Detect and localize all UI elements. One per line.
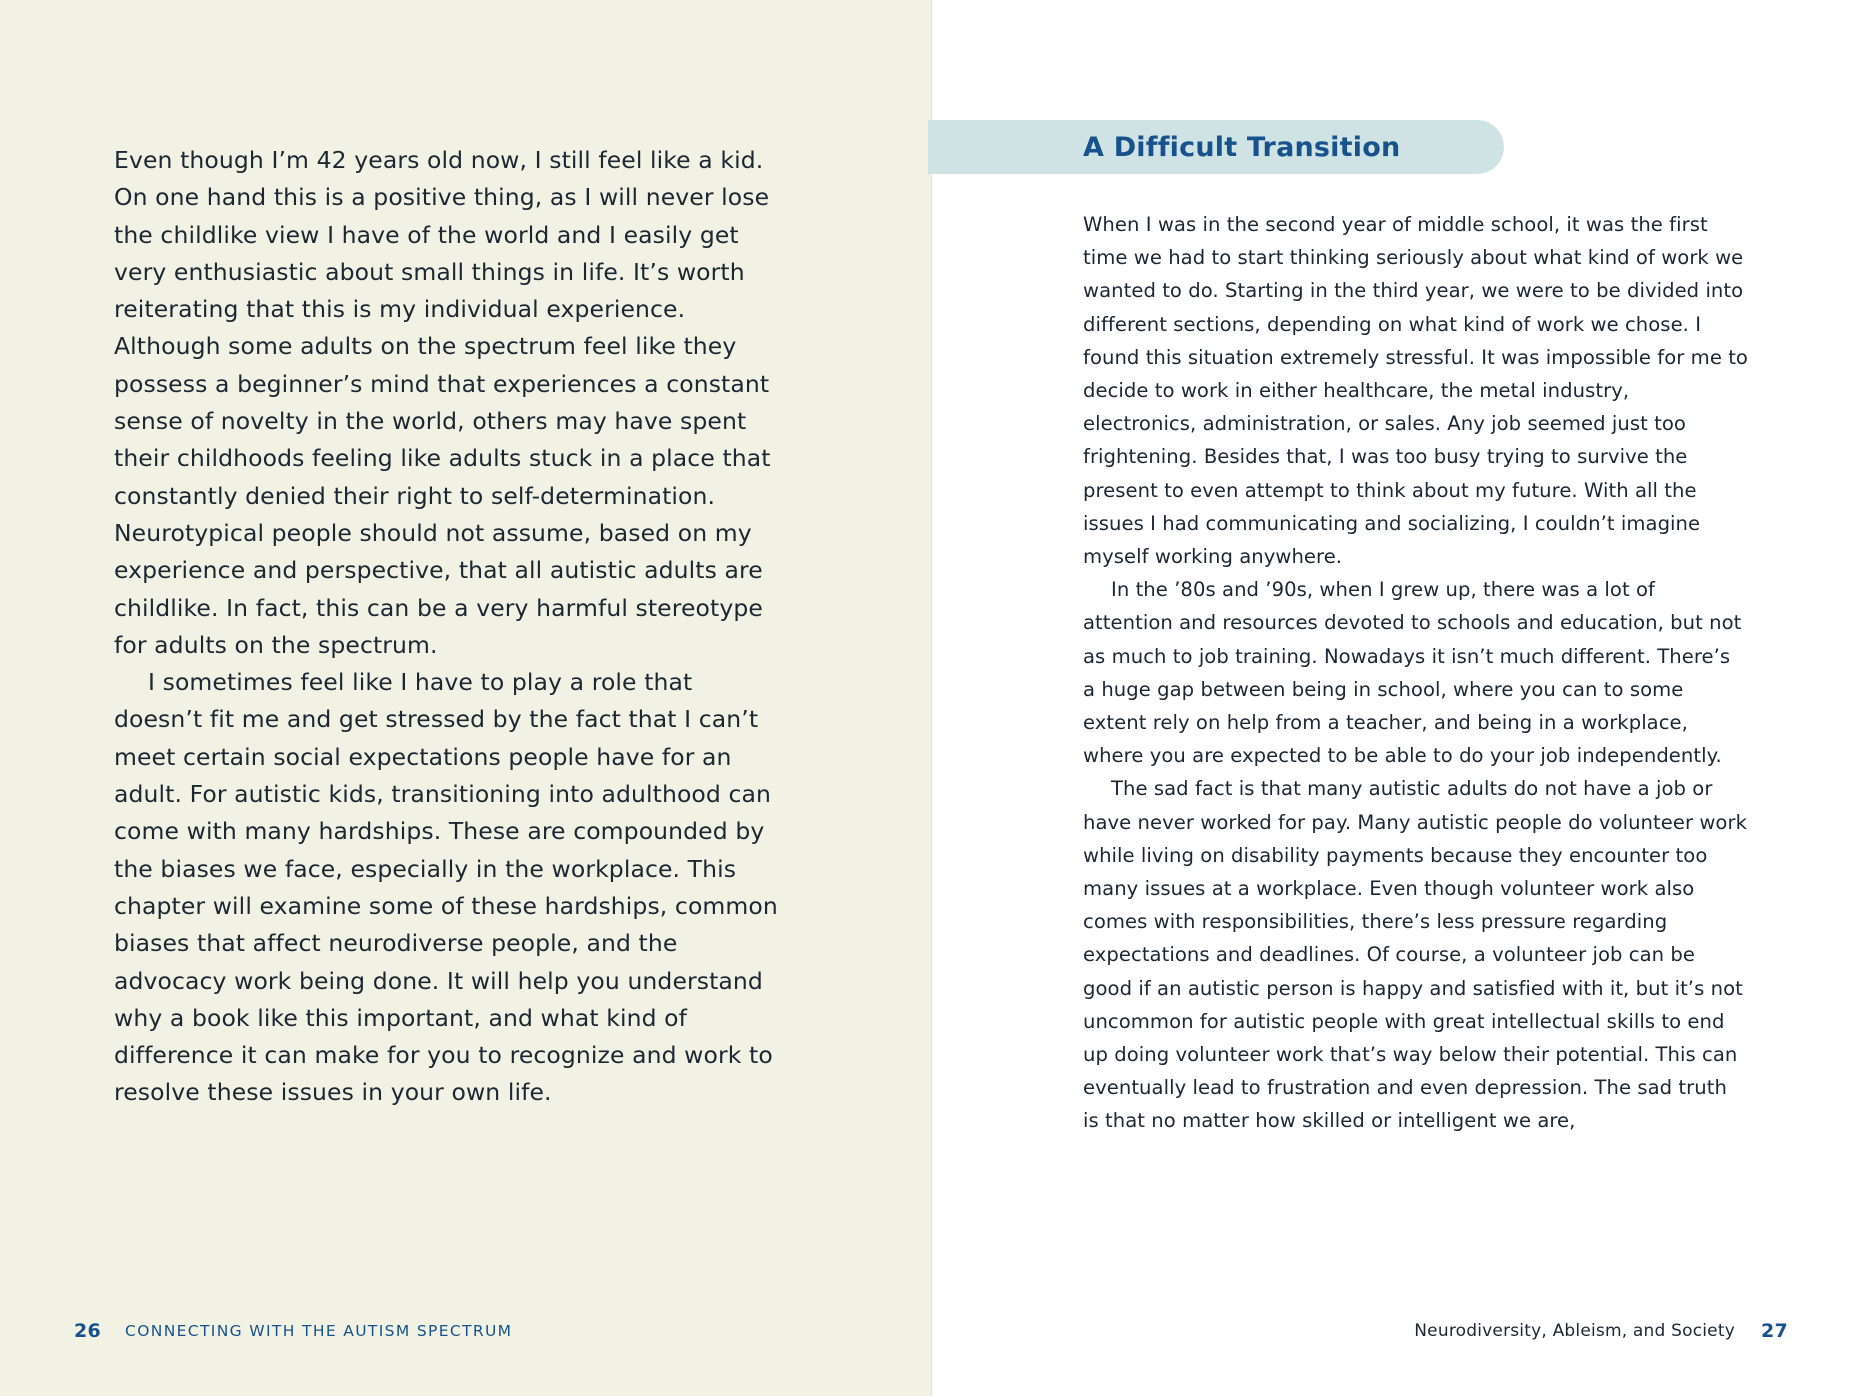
page-gutter-divider <box>931 0 932 1396</box>
section-heading-text: A Difficult Transition <box>1083 132 1401 163</box>
paragraph: When I was in the second year of middle school, it was the first time we had to start thinking seriously about what kind of work we wanted to do. Starting in the third year, we were to be divided into different sections, depending on what kind of work we chose. I found this situation extremely stressful. It was impossible for me to decide to work in either healthcare, the metal industry, electronics, administration, or sales. Any job seemed just too frightening. Besides that, I was too busy trying to survive the present to even attempt to think about my future. With all the issues I had communicating and socializing, I couldn’t imagine myself working anywhere. <box>1083 213 1748 569</box>
running-head: Neurodiversity, Ableism, and Society <box>1414 1321 1735 1341</box>
left-page-body <box>114 142 778 1112</box>
right-page-body <box>1083 208 1748 1138</box>
paragraph: I sometimes feel like I have to play a role that doesn’t fit me and get stressed by the fact that I can’t meet certain social expectations people have for an adult. For autistic kids, transitioning into adulthood can come with many hardships. These are compounded by the biases we face, especially in the workplace. This chapter will examine some of these hardships, common biases that affect neurodiverse people, and the advocacy work being done. It will help you understand why a book like this important, and what kind of difference it can make for you to recognize and work to resolve these issues in your own life. <box>114 668 778 1107</box>
paragraph: Even though I’m 42 years old now, I still feel like a kid. On one hand this is a positive thing, as I will never lose the childlike view I have of the world and I easily get very enthusiastic about small things in life. It’s worth reiterating that this is my individual experience. Although some adults on the spectrum feel like they possess a beginner’s mind that experiences a constant sense of novelty in the world, others may have spent their childhoods feeling like adults stuck in a place that constantly denied their right to self-determination. Neurotypical people should not assume, based on my experience and perspective, that all autistic adults are childlike. In fact, this can be a very harmful stereotype for adults on the spectrum. <box>114 146 771 659</box>
running-head: CONNECTING WITH THE AUTISM SPECTRUM <box>125 1322 513 1340</box>
page-number: 26 <box>74 1320 102 1342</box>
right-page-footer <box>1414 1320 1788 1342</box>
page-number: 27 <box>1760 1320 1788 1342</box>
left-page-footer <box>74 1320 512 1342</box>
paragraph: The sad fact is that many autistic adults do not have a job or have never worked for pay. Many autistic people do volunteer work while living on disability payments because they encounter too many issues at a workplace. Even though volunteer work also comes with responsibilities, there’s less pressure regarding expectations and deadlines. Of course, a volunteer job can be good if an autistic person is happy and satisfied with it, but it’s not uncommon for autistic people with great intellectual skills to end up doing volunteer work that’s way below their potential. This can eventually lead to frustration and even depression. The sad truth is that no matter how skilled or intelligent we are, <box>1083 777 1747 1133</box>
section-heading <box>1083 132 1823 164</box>
paragraph: In the ’80s and ’90s, when I grew up, there was a lot of attention and resources devoted to schools and education, but not as much to job training. Nowadays it isn’t much different. There’s a huge gap between being in school, where you can to some extent rely on help from a teacher, and being in a workplace, where you are expected to be able to do your job independently. <box>1083 578 1742 768</box>
section-heading-pill <box>1083 132 1400 164</box>
